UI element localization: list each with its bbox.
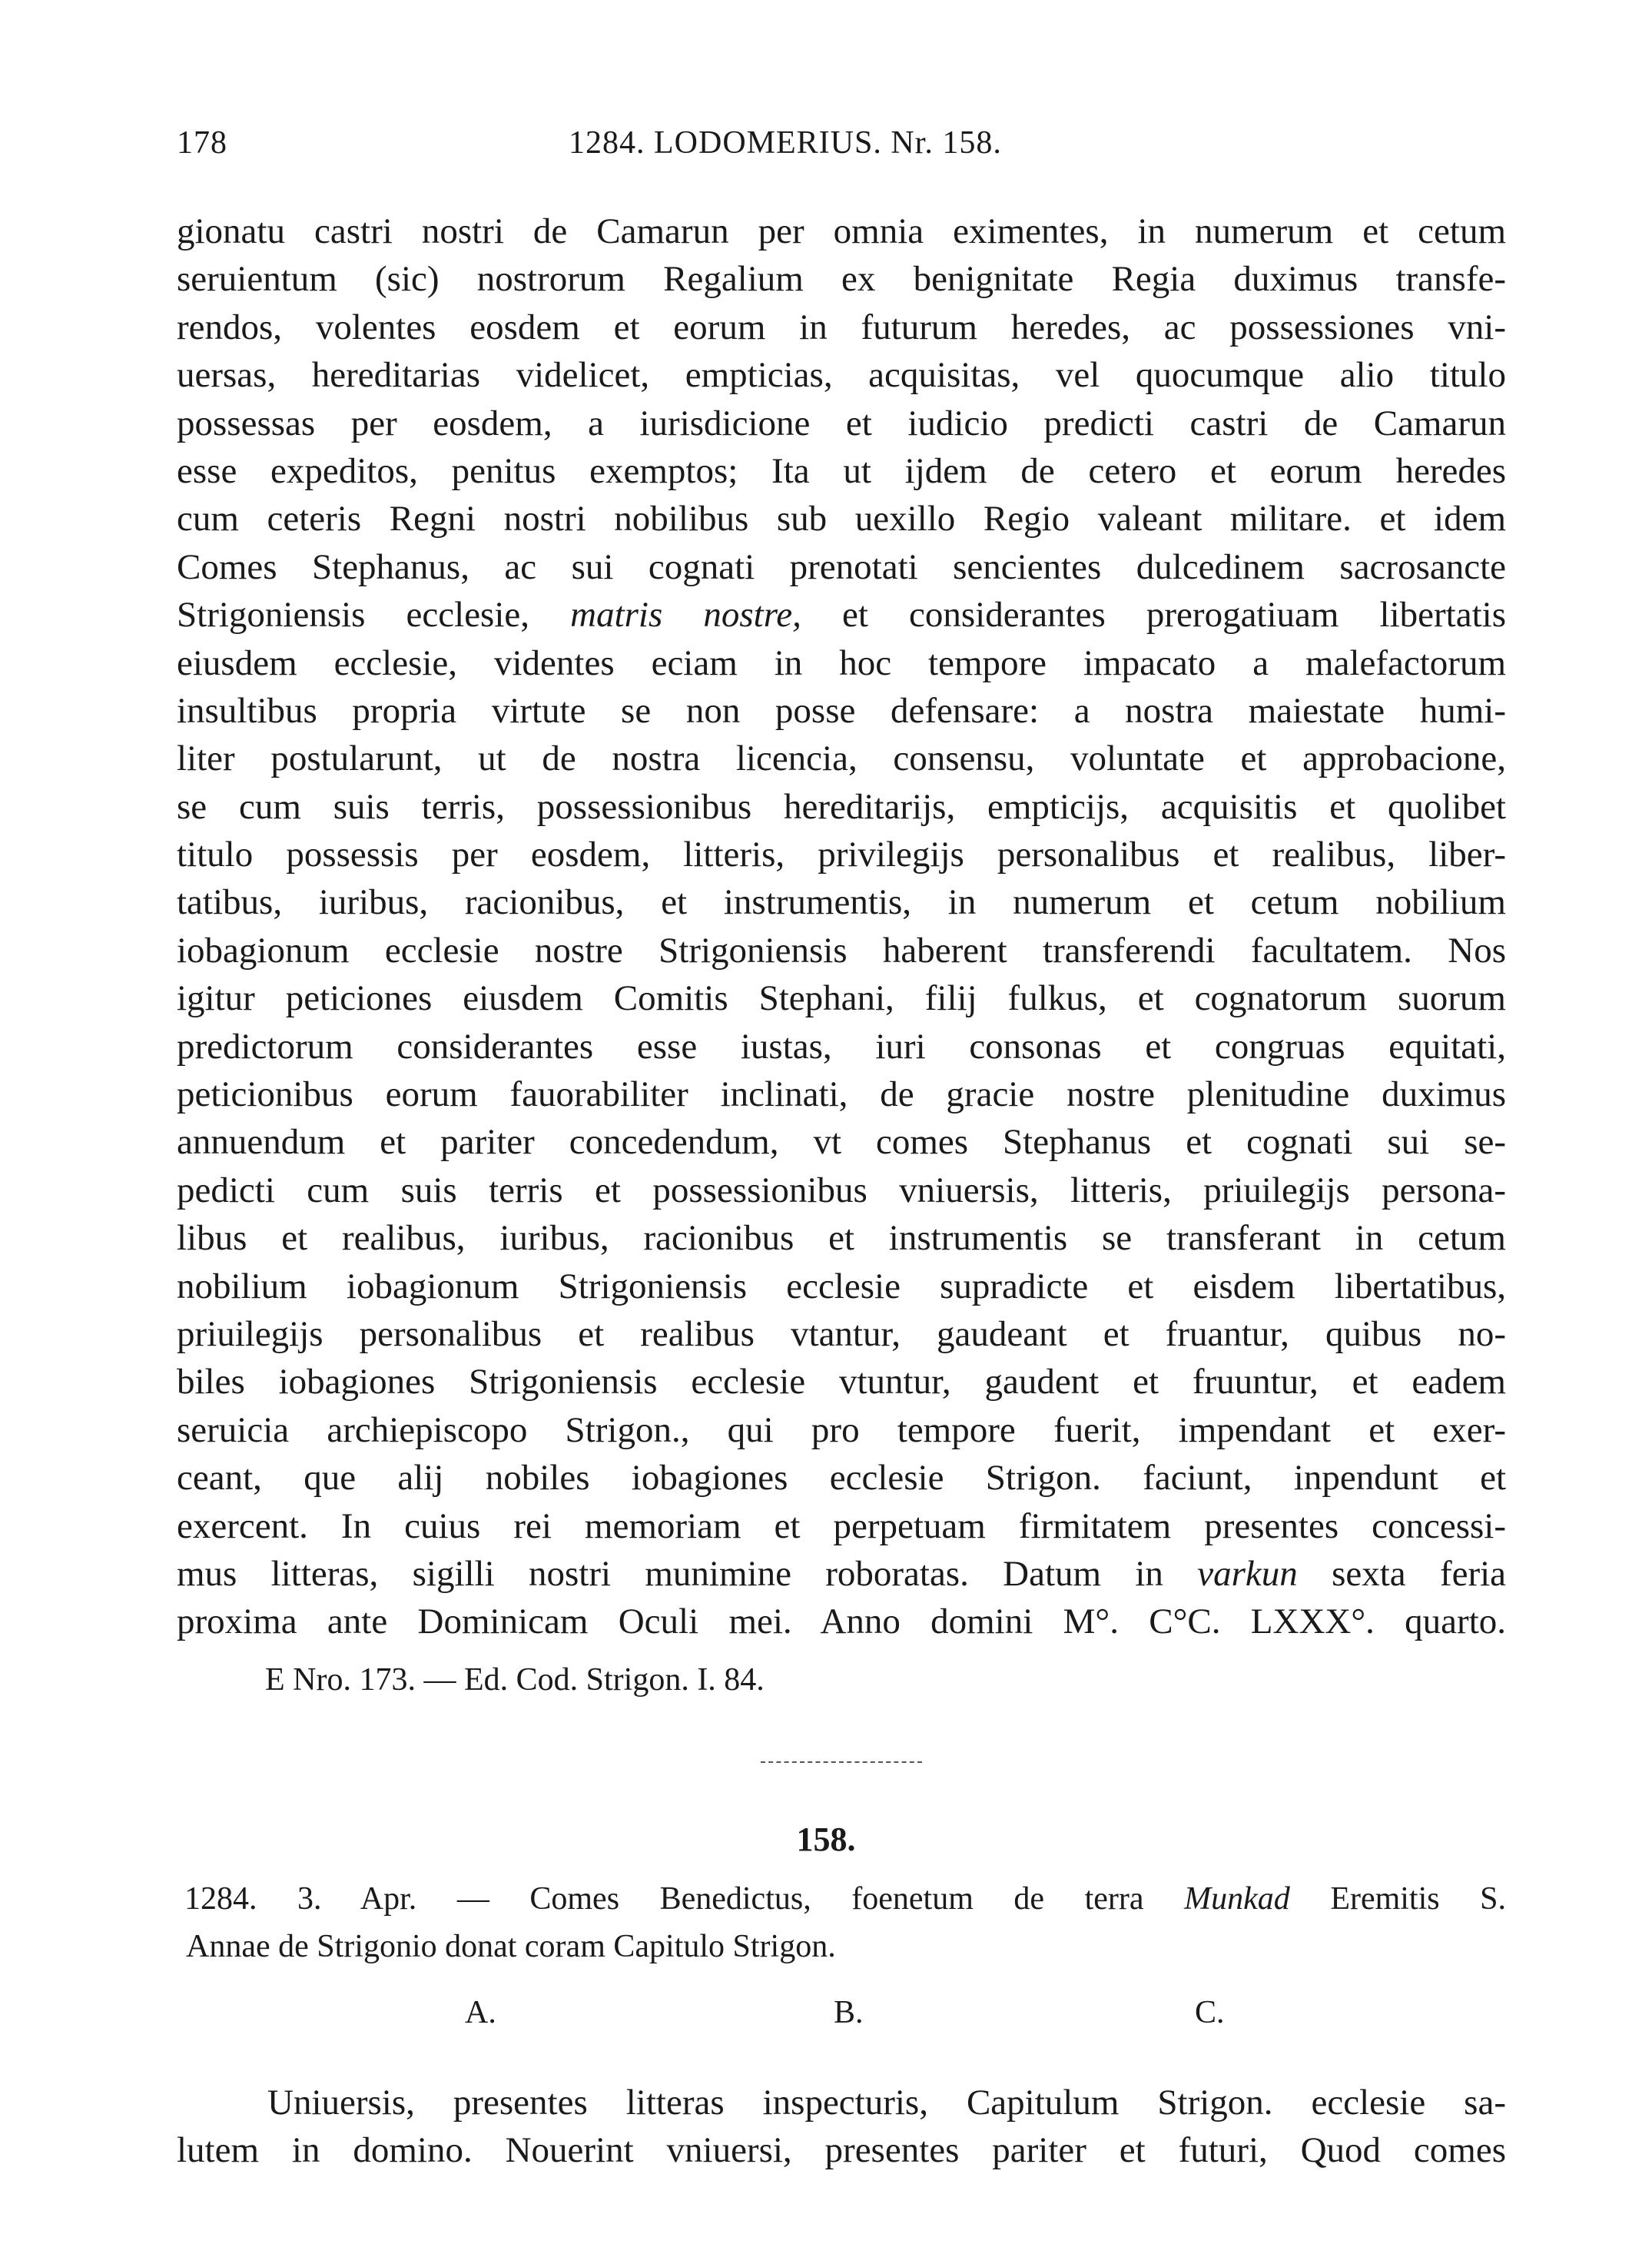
running-head-title: 1284. LODOMERIUS. Nr. 158. [569, 125, 1002, 161]
regest-line: Annae de Strigonio donat coram Capitulo Strigon. [186, 1929, 836, 1964]
text-line: Comes Stephanus, ac sui cognati prenotati sencientes dulcedinem sacrosancte [177, 546, 1506, 587]
regest [177, 1875, 1506, 1970]
text-segment: et considerantes prerogatiuam libertatis [842, 595, 1507, 636]
text-line: peticionibus eorum fauorabiliter inclinati, de gracie nostre plenitudine duximus [177, 1074, 1506, 1115]
text-line: predictorum considerantes esse iustas, iuri consonas et congruas equitati, [177, 1026, 1506, 1067]
text-line: ceant, que alij nobiles iobagiones ecclesie Strigon. faciunt, inpendunt et [177, 1458, 1506, 1499]
page-number: 178 [177, 125, 227, 161]
text-line: seruicia archiepiscopo Strigon., qui pro tempore fuerit, impendant et exer- [177, 1409, 1506, 1450]
text-line: titulo possessis per eosdem, litteris, privilegijs personalibus et realibus, liber- [177, 835, 1506, 875]
italic-place-name: Munkad [1184, 1881, 1290, 1917]
text-segment: sexta feria [1332, 1553, 1507, 1594]
running-head [177, 124, 1514, 171]
text-line-with-italic [177, 1550, 1506, 1598]
regest-line [177, 1875, 1506, 1923]
text-line: pedicti cum suis terris et possessionibus vniuersis, litteris, priuilegijs persona- [177, 1170, 1506, 1210]
text-line: esse expeditos, penitus exemptos; Ita ut ijdem de cetero et eorum heredes [177, 450, 1506, 491]
text-line-with-italic [177, 591, 1506, 639]
text-line: priuilegijs personalibus et realibus vtantur, gaudeant et fruantur, quibus no- [177, 1313, 1506, 1354]
text-line: nobilium iobagionum Strigoniensis ecclesie supradicte et eisdem libertatibus, [177, 1266, 1506, 1306]
text-line: annuendum et pariter concedendum, vt comes Stephanus et cognati sui se- [177, 1122, 1506, 1163]
text-line: tatibus, iuribus, racionibus, et instrumentis, in numerum et cetum nobilium [177, 882, 1506, 923]
text-segment: Eremitis S. [1330, 1881, 1507, 1917]
source-note: E Nro. 173. — Ed. Cod. Strigon. I. 84. [265, 1662, 765, 1698]
text-line: iobagionum ecclesie nostre Strigoniensis haberent transferendi facultatem. Nos [177, 930, 1506, 971]
text-line: possessas per eosdem, a iurisdicione et iudicio predicti castri de Camarun [177, 403, 1506, 443]
manuscript-sigla [0, 1994, 1652, 2040]
text-line: proxima ante Dominicam Oculi mei. Anno domini M°. C°C. LXXX°. quarto. [177, 1602, 1506, 1642]
main-text-block [177, 207, 1506, 1646]
text-line: biles iobagiones Strigoniensis ecclesie vtuntur, gaudent et fruuntur, et eadem [177, 1362, 1506, 1402]
text-line: Uniuersis, presentes litteras inspecturis, Capitulum Strigon. ecclesie sa- [267, 2083, 1506, 2123]
text-line: rendos, volentes eosdem et eorum in futurum heredes, ac possessiones vni- [177, 307, 1506, 347]
text-line: seruientum (sic) nostrorum Regalium ex benignitate Regia duximus transfe- [177, 259, 1506, 300]
siglum-a: A. [465, 1995, 496, 2030]
text-line: liter postularunt, ut de nostra licencia, consensu, voluntate et approbacione, [177, 739, 1506, 779]
text-segment: 1284. 3. Apr. — Comes Benedictus, foenetum de terra [184, 1881, 1144, 1917]
siglum-c: C. [1195, 1995, 1225, 2030]
text-line: exercent. In cuius rei memoriam et perpetuam firmitatem presentes concessi- [177, 1505, 1506, 1546]
text-line: cum ceteris Regni nostri nobilibus sub uexillo Regio valeant militare. et idem [177, 499, 1506, 539]
text-line: eiusdem ecclesie, videntes eciam in hoc tempore impacato a malefactorum [177, 642, 1506, 683]
italic-phrase: matris nostre, [570, 595, 801, 636]
italic-place-name: varkun [1197, 1553, 1298, 1594]
text-line: insultibus propria virtute se non posse defensare: a nostra maiestate humi- [177, 690, 1506, 731]
text-line: gionatu castri nostri de Camarun per omnia eximentes, in numerum et cetum [177, 211, 1506, 251]
text-line: igitur peticiones eiusdem Comitis Stephani, filij fulkus, et cognatorum suorum [177, 978, 1506, 1019]
text-line: lutem in domino. Nouerint vniuersi, presentes pariter et futuri, Quod comes [177, 2130, 1506, 2170]
siglum-b: B. [834, 1995, 864, 2030]
text-line: libus et realibus, iuribus, racionibus et instrumentis se transferant in cetum [177, 1218, 1506, 1259]
section-separator [761, 1761, 922, 1763]
text-line: uersas, hereditarias videlicet, empticias, acquisitas, vel quocumque alio titulo [177, 355, 1506, 396]
text-line: se cum suis terris, possessionibus hereditarijs, empticijs, acquisitis et quolibet [177, 786, 1506, 827]
text-segment: Strigoniensis ecclesie, [177, 595, 530, 636]
text-segment: mus litteras, sigilli nostri munimine roboratas. Datum in [177, 1553, 1163, 1594]
charter-text [177, 2079, 1506, 2174]
document-number: 158. [796, 1821, 856, 1858]
